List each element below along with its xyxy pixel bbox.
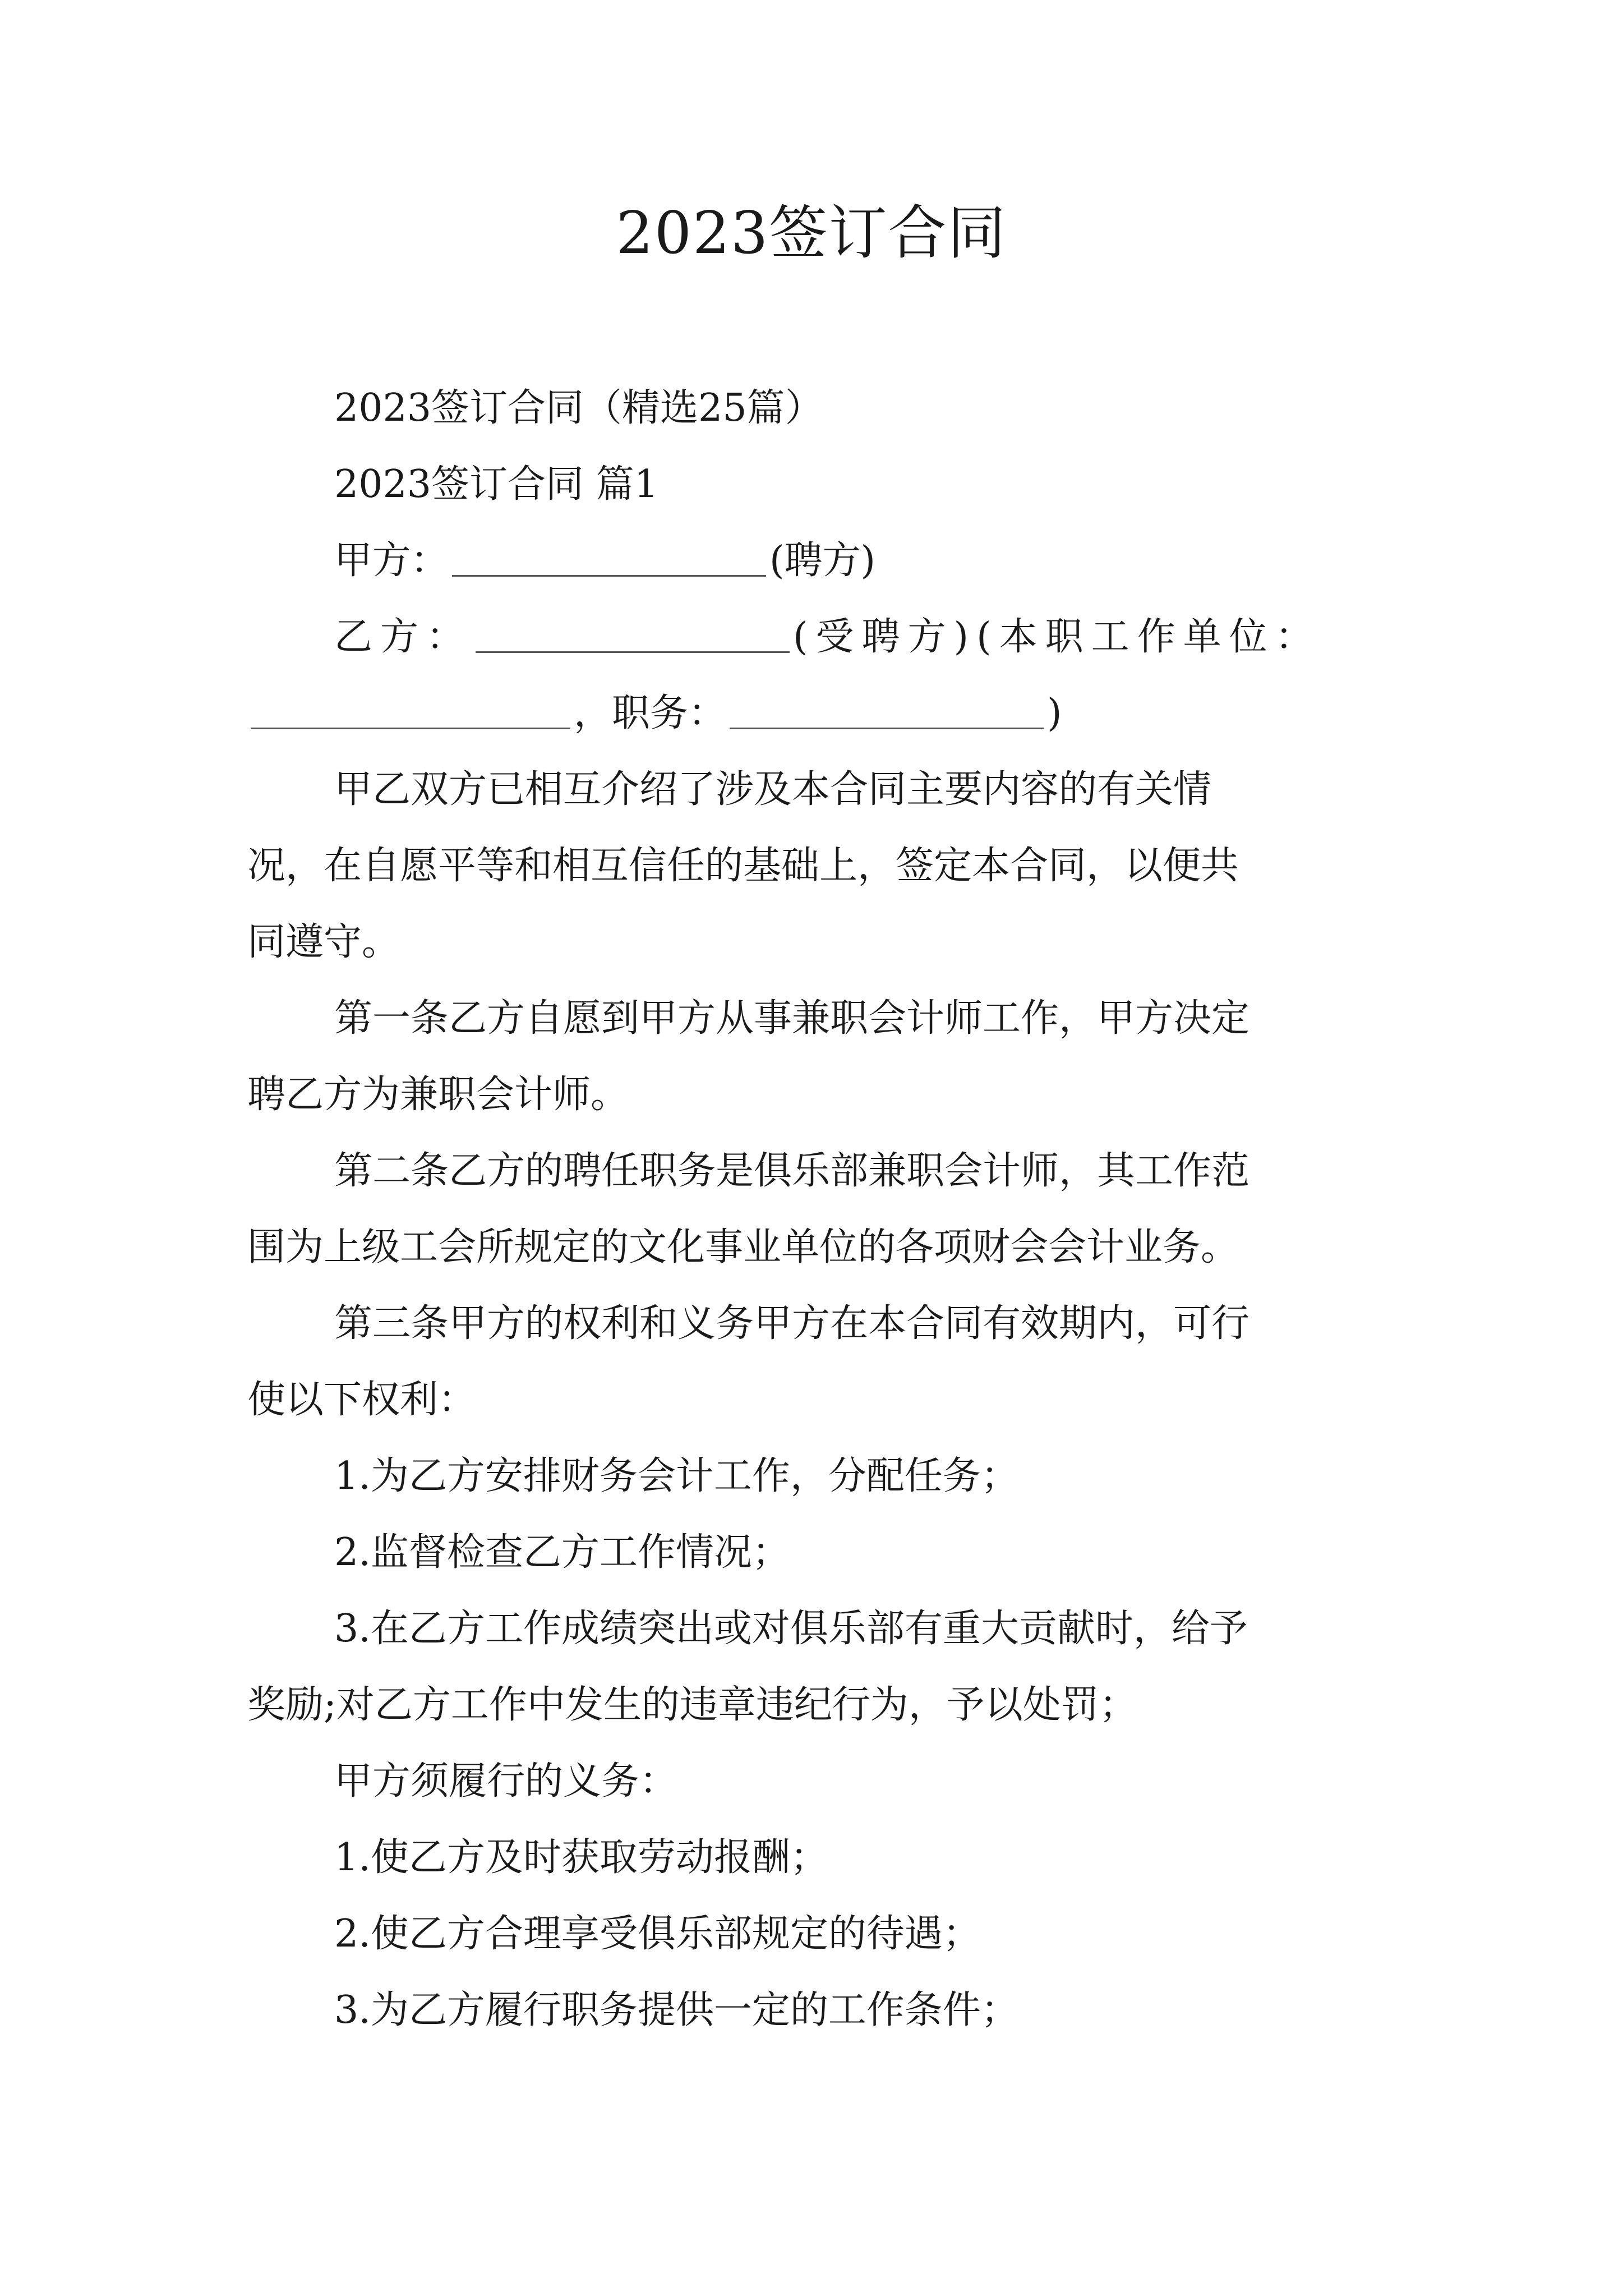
right-item-continued: 奖励;对乙方工作中发生的违章违纪行为，予以处罚； — [247, 1683, 1137, 1727]
party-a-role: (聘方) — [769, 539, 876, 583]
right-item: 1.为乙方安排财务会计工作，分配任务； — [334, 1454, 1019, 1498]
party-a-blank — [452, 536, 766, 577]
party-b-line-2 — [247, 675, 1391, 752]
party-b-blank — [476, 612, 790, 653]
party-b-position-sep: ，职务： — [574, 691, 727, 735]
paragraph-line: 同遵守。 — [247, 920, 400, 964]
party-b-role: (受聘方)(本职工作单位： — [793, 615, 1321, 659]
article-3-line: 使以下权利： — [247, 1378, 477, 1422]
obligation-item: 2.使乙方合理享受俱乐部规定的待遇； — [334, 1912, 981, 1956]
subtitle: 2023签订合同（精选25篇） — [334, 386, 823, 430]
obligation-item: 3.为乙方履行职务提供一定的工作条件； — [334, 1988, 1019, 2032]
article-2-line: 第二条乙方的聘任职务是俱乐部兼职会计师，其工作范 — [334, 1149, 1250, 1193]
party-a-line — [247, 523, 1391, 599]
article-1-line: 第一条乙方自愿到甲方从事兼职会计师工作，甲方决定 — [334, 996, 1250, 1041]
document-title: 2023签订合同 — [616, 199, 1007, 267]
article-2-line: 围为上级工会所规定的文化事业单位的各项财会会计业务。 — [247, 1225, 1239, 1269]
obligation-item: 1.使乙方及时获取劳动报酬； — [334, 1835, 828, 1880]
party-b-label: 乙方： — [334, 615, 473, 659]
party-a-label: 甲方： — [334, 539, 449, 583]
paragraph-line: 甲乙双方已相互介绍了涉及本合同主要内容的有关情 — [334, 767, 1212, 812]
party-b-line — [247, 599, 1391, 675]
obligations-heading: 甲方须履行的义务： — [334, 1759, 678, 1803]
article-1-line: 聘乙方为兼职会计师。 — [247, 1073, 629, 1117]
right-item: 2.监督检查乙方工作情况； — [334, 1530, 790, 1575]
position-blank — [730, 688, 1044, 729]
right-item: 3.在乙方工作成绩突出或对俱乐部有重大贡献时，给予 — [334, 1607, 1248, 1651]
party-b-close: ) — [1047, 691, 1062, 735]
paragraph-line: 况，在自愿平等和相互信任的基础上，签定本合同，以便共 — [247, 844, 1239, 888]
document-body — [247, 370, 1391, 2049]
article-3-line: 第三条甲方的权利和义务甲方在本合同有效期内，可行 — [334, 1301, 1250, 1346]
work-unit-blank — [251, 688, 570, 729]
section-heading: 2023签订合同 篇1 — [334, 462, 658, 507]
